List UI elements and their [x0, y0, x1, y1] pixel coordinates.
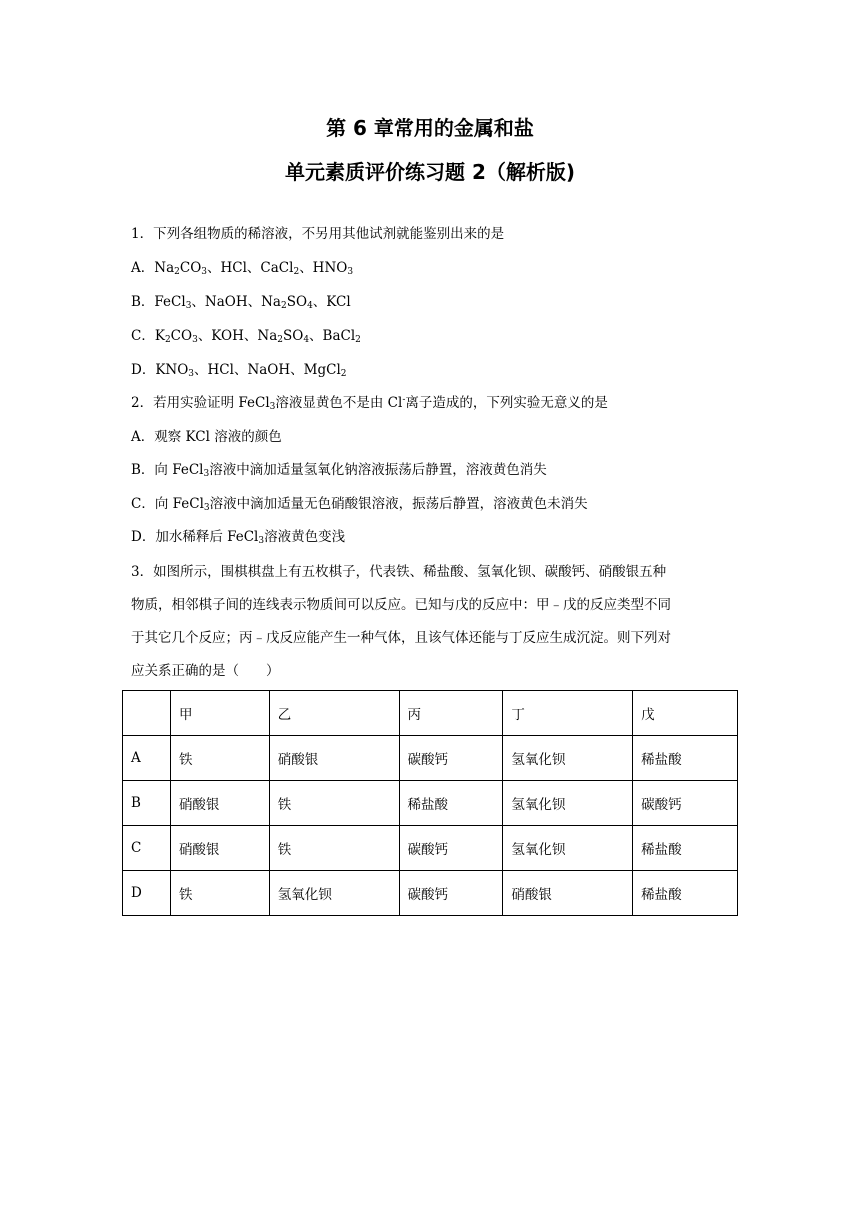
table-header-row	[123, 691, 738, 736]
table-row	[123, 781, 738, 826]
table-cell: 硝酸银	[170, 826, 269, 871]
q3-stem-line-2: 物质，相邻棋子间的连线表示物质间可以反应。已知与戊的反应中：甲﹣戊的反应类型不同	[131, 597, 671, 613]
table-cell: D	[123, 871, 171, 916]
q1-option-d: D．$KNO_3$、HCl、NaOH、MgCl$_2$	[131, 362, 347, 379]
table-cell: 硝酸银	[170, 781, 269, 826]
page-subtitle: 单元素质评价练习题 2（解析版)	[284, 160, 576, 184]
table-cell: 碳酸钙	[399, 736, 503, 781]
table-cell: 稀盐酸	[633, 826, 738, 871]
table-row	[123, 826, 738, 871]
q3-answer-table	[122, 690, 738, 916]
q2-option-c: C．向 FeCl$_3$溶液中滴加适量无色硝酸银溶液，振荡后静置，溶液黄色未消失	[131, 496, 588, 513]
table-cell: 氢氧化钡	[503, 826, 633, 871]
q1-stem: 1．下列各组物质的稀溶液，不另用其他试剂就能鉴别出来的是	[131, 226, 505, 242]
table-header-cell: 戊	[633, 691, 738, 736]
q2-option-a: A．观察 KCl 溶液的颜色	[131, 429, 282, 445]
table-cell: 碳酸钙	[399, 826, 503, 871]
table-cell: 硝酸银	[269, 736, 399, 781]
table-cell: 铁	[269, 781, 399, 826]
table-cell: 硝酸银	[503, 871, 633, 916]
table-cell: C	[123, 826, 171, 871]
table-cell: A	[123, 736, 171, 781]
q2-stem: 2．若用实验证明 FeCl$_3$溶液显黄色不是由 Cl-离子造成的，下列实验无意义的是	[131, 395, 608, 412]
q2-option-b: B．向 FeCl$_3$溶液中滴加适量氢氧化钠溶液振荡后静置，溶液黄色消失	[131, 462, 547, 479]
table-cell: 稀盐酸	[633, 736, 738, 781]
q1-option-a: A．$Na_2CO_3$、HCl、CaCl$_2$、$HNO_3$	[131, 260, 354, 277]
page-title: 第 6 章常用的金属和盐	[326, 116, 534, 140]
table-header-cell: 丁	[503, 691, 633, 736]
table-cell: 铁	[170, 871, 269, 916]
table-cell: 氢氧化钡	[269, 871, 399, 916]
q3-stem-line-1: 3．如图所示，围棋棋盘上有五枚棋子，代表铁、稀盐酸、氢氧化钡、碳酸钙、硝酸银五种	[131, 564, 667, 580]
q3-stem-line-3: 于其它几个反应；丙﹣戊反应能产生一种气体，且该气体还能与丁反应生成沉淀。则下列对	[131, 630, 671, 646]
q3-stem-line-4: 应关系正确的是（ ）	[131, 663, 280, 679]
q2-option-d: D．加水稀释后 FeCl$_3$溶液黄色变浅	[131, 529, 346, 546]
table-cell: 铁	[170, 736, 269, 781]
table-cell: B	[123, 781, 171, 826]
table-cell: 碳酸钙	[633, 781, 738, 826]
table-header-cell: 丙	[399, 691, 503, 736]
table-cell	[123, 691, 171, 736]
table-cell: 稀盐酸	[633, 871, 738, 916]
table-row	[123, 736, 738, 781]
table-header-cell: 甲	[170, 691, 269, 736]
q1-option-b: B．FeCl$_3$、NaOH、$Na_2SO_4$、KCl	[131, 294, 351, 311]
table-cell: 氢氧化钡	[503, 781, 633, 826]
table-header-cell: 乙	[269, 691, 399, 736]
q1-option-c: C．$K_2CO_3$、KOH、$Na_2SO_4$、BaCl$_2$	[131, 328, 361, 345]
table-cell: 铁	[269, 826, 399, 871]
table-cell: 氢氧化钡	[503, 736, 633, 781]
table-cell: 稀盐酸	[399, 781, 503, 826]
table-row	[123, 871, 738, 916]
table-cell: 碳酸钙	[399, 871, 503, 916]
